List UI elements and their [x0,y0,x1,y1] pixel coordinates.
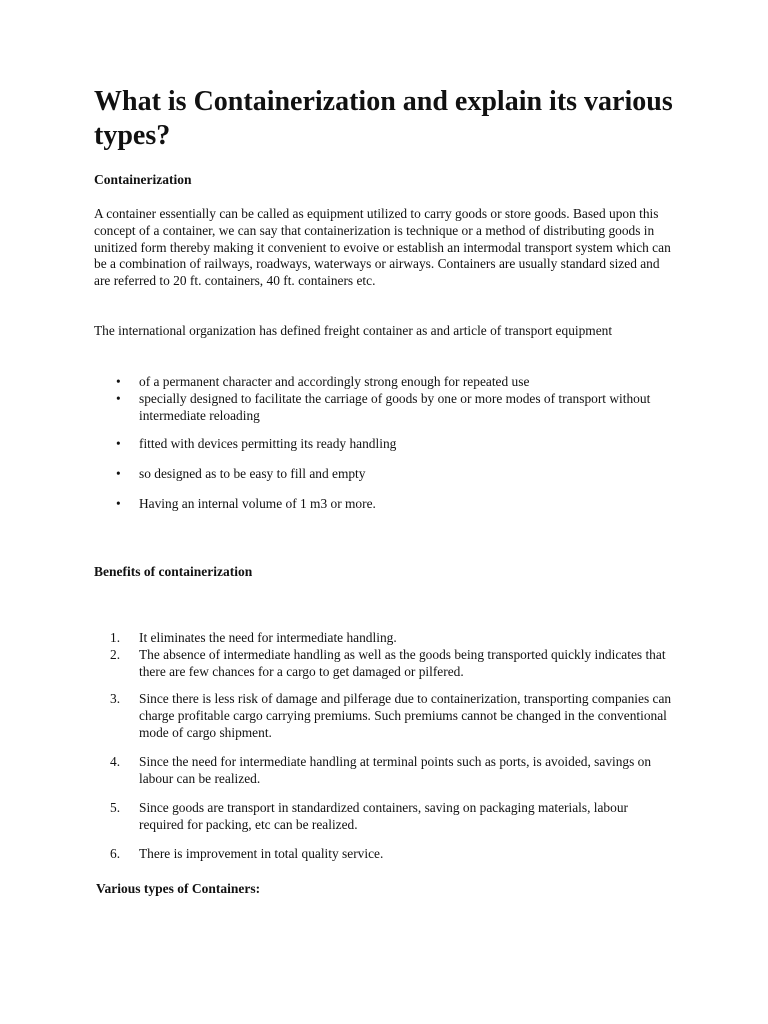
list-item-number: 1. [110,630,121,645]
document-title: What is Containerization and explain its various types? [94,86,673,151]
list-item-text: It eliminates the need for intermediate handling. [139,630,397,645]
list-item [94,846,674,863]
list-item-number: 4. [110,753,121,769]
bullet-text: specially designed to facilitate the carriage of goods by one or more modes of transport without intermediate reloading [139,390,651,423]
list-item-text: Since the need for intermediate handling at terminal points such as ports, is avoided, savings on labour can be realized. [139,753,652,786]
list-item [94,800,674,834]
list-item-number: 5. [110,800,121,816]
bullet-item [94,496,674,513]
list-item-number: 2. [110,646,121,662]
list-item [94,647,674,681]
list-item [94,630,674,647]
list-item-number: 6. [110,845,121,861]
bullet-item [94,436,674,453]
bullet-text: fitted with devices permitting its ready handling [139,436,397,452]
bullet-text: of a permanent character and accordingly strong enough for repeated use [139,374,530,389]
list-item-text: Since there is less risk of damage and pilferage due to containerization, transporting companies can charge profitable cargo carrying premiums. Such premiums cannot be changed in the conventional mode of cargo shipment. [139,691,672,740]
bullet-item [94,466,674,483]
containerization-paragraph: A container essentially can be called as equipment utilized to carry goods or store goods. Based upon this concept of a container, we can say that containerization is technique or a method of distributing goods in unitized form thereby making it convenient to evoive or establish an intermodal transport system which can be a combination of railways, roadways, waterways or airways. Containers are usually standard sized and are referred to 20 ft. containers, 40 ft. containers etc. [94,206,671,289]
definition-bullet-list [94,374,674,513]
bullet-icon: • [116,466,121,482]
list-item-text: Since goods are transport in standardized containers, saving on packaging materials, labour required for packing, etc can be realized. [139,800,628,833]
list-item-number: 3. [110,691,121,707]
list-item [94,754,674,788]
bullet-icon: • [116,436,121,452]
benefits-numbered-list [94,630,674,863]
bullet-text: Having an internal volume of 1 m3 or more. [139,495,376,511]
definition-paragraph: The international organization has defined freight container as and article of transport equipment [94,323,613,338]
containerization-heading: Containerization [94,172,192,187]
benefits-heading: Benefits of containerization [94,564,253,579]
list-item [94,691,674,741]
bullet-icon: • [116,495,121,511]
bullet-icon: • [116,390,121,406]
bullet-item [94,391,674,425]
bullet-icon: • [116,374,121,389]
container-types-heading: Various types of Containers: [96,881,261,896]
bullet-item [94,374,674,391]
bullet-text: so designed as to be easy to fill and empty [139,466,366,482]
list-item-text: There is improvement in total quality service. [139,845,384,861]
list-item-text: The absence of intermediate handling as well as the goods being transported quickly indicates that there are few chances for a cargo to get damaged or pilfered. [139,646,666,679]
